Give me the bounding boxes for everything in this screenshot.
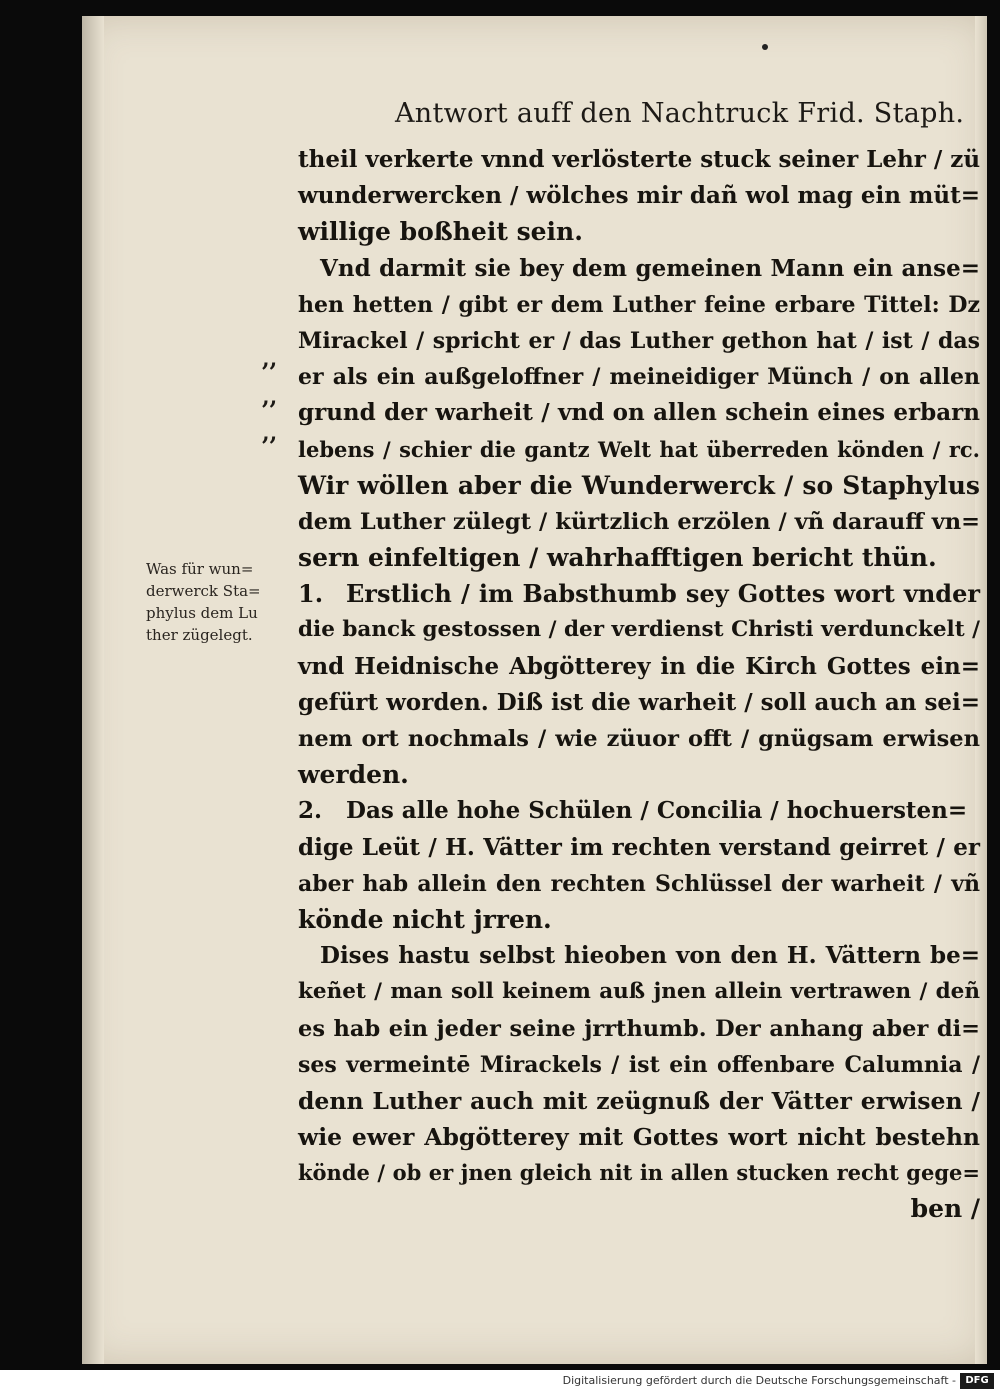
text-line-content: Das alle hohe Schülen / Concilia / hochuersten= [346, 797, 968, 825]
text-line: theil verkerte vnnd verlösterte stuck seiner Lehr / zü [298, 146, 981, 173]
text-line: Vnd darmit sie bey dem gemeinen Mann ein anse= [320, 254, 980, 282]
text-line: willige boßheit sein. [298, 217, 583, 247]
margin-note-line: phylus dem Lu [146, 604, 258, 622]
text-line: hen hetten / gibt er dem Luther feine erbare Tittel: Dz [298, 291, 980, 318]
text-line: aber hab allein den rechten Schlüssel der warheit / vñ [298, 870, 980, 897]
list-number: 1. [298, 579, 324, 609]
text-line: wie ewer Abgötterey mit Gottes wort nicht bestehn [298, 1123, 980, 1152]
text-line: ben / [910, 1194, 980, 1224]
quote-mark: ,, [262, 420, 278, 446]
text-line: ses vermeintē Mirackels / ist ein offenbare Calumnia / [298, 1051, 980, 1078]
text-line: lebens / schier die gantz Welt hat überreden könden / rc. [298, 436, 980, 462]
list-number: 2. [298, 797, 323, 825]
text-line: nem ort nochmals / wie züuor offt / gnügsam erwisen [298, 726, 980, 752]
body-text [298, 142, 980, 1228]
dfg-logo: DFG [960, 1373, 994, 1389]
text-line: es hab ein jeder seine jrrthumb. Der anhang aber di= [298, 1015, 980, 1042]
ink-dot [762, 44, 768, 50]
quote-mark: ,, [262, 384, 278, 410]
funding-notice: Digitalisierung gefördert durch die Deutsche Forschungsgemeinschaft - [562, 1374, 956, 1387]
text-line: vnd Heidnische Abgötterey in die Kirch Gottes ein= [298, 652, 980, 680]
text-line: Wir wöllen aber die Wunderwerck / so Staphylus [298, 470, 980, 500]
page-gutter [82, 16, 104, 1364]
margin-note-line: Was für wun= [146, 560, 254, 578]
text-line: grund der warheit / vnd on allen schein eines erbarn [298, 399, 980, 427]
text-line: sern einfeltigen / wahrhafftigen bericht thün. [298, 543, 937, 573]
text-line: dige Leüt / H. Vätter im rechten verstand geirret / er [298, 833, 980, 861]
text-line: er als ein außgeloffner / meineidiger Münch / on allen [298, 364, 980, 391]
text-line: denn Luther auch mit zeügnuß der Vätter erwisen / [298, 1086, 980, 1115]
text-line: könde nicht jrren. [298, 904, 552, 934]
running-head: Antwort auff den Nachtruck Frid. Staph. [395, 98, 965, 129]
text-line [298, 793, 980, 829]
text-line: gefürt worden. Diß ist die warheit / soll auch an sei= [298, 688, 981, 716]
text-line: Dises hastu selbst hieoben von den H. Vättern be= [320, 942, 980, 970]
margin-note-line: derwerck Sta= [146, 582, 261, 600]
margin-note-line: ther zügelegt. [146, 626, 253, 644]
text-line: keñet / man soll keinem auß jnen allein vertrawen / deñ [298, 979, 980, 1005]
text-line [298, 576, 980, 612]
text-line-content: Erstlich / im Babsthumb sey Gottes wort vnder [346, 579, 980, 609]
text-line: die banck gestossen / der verdienst Christi verdunckelt / [298, 617, 980, 643]
margin-note [146, 558, 286, 646]
quote-mark: ,, [262, 346, 278, 372]
text-line: werden. [298, 760, 409, 790]
footer-bar [0, 1370, 1000, 1393]
text-line: dem Luther zülegt / kürtzlich erzölen / vñ darauff vn= [298, 508, 980, 535]
text-line: könde / ob er jnen gleich nit in allen stucken recht gege= [298, 1160, 980, 1186]
text-line: wunderwercken / wölches mir dañ wol mag ein müt= [298, 182, 980, 210]
text-line: Mirackel / spricht er / das Luther gethon hat / ist / das [298, 327, 980, 354]
